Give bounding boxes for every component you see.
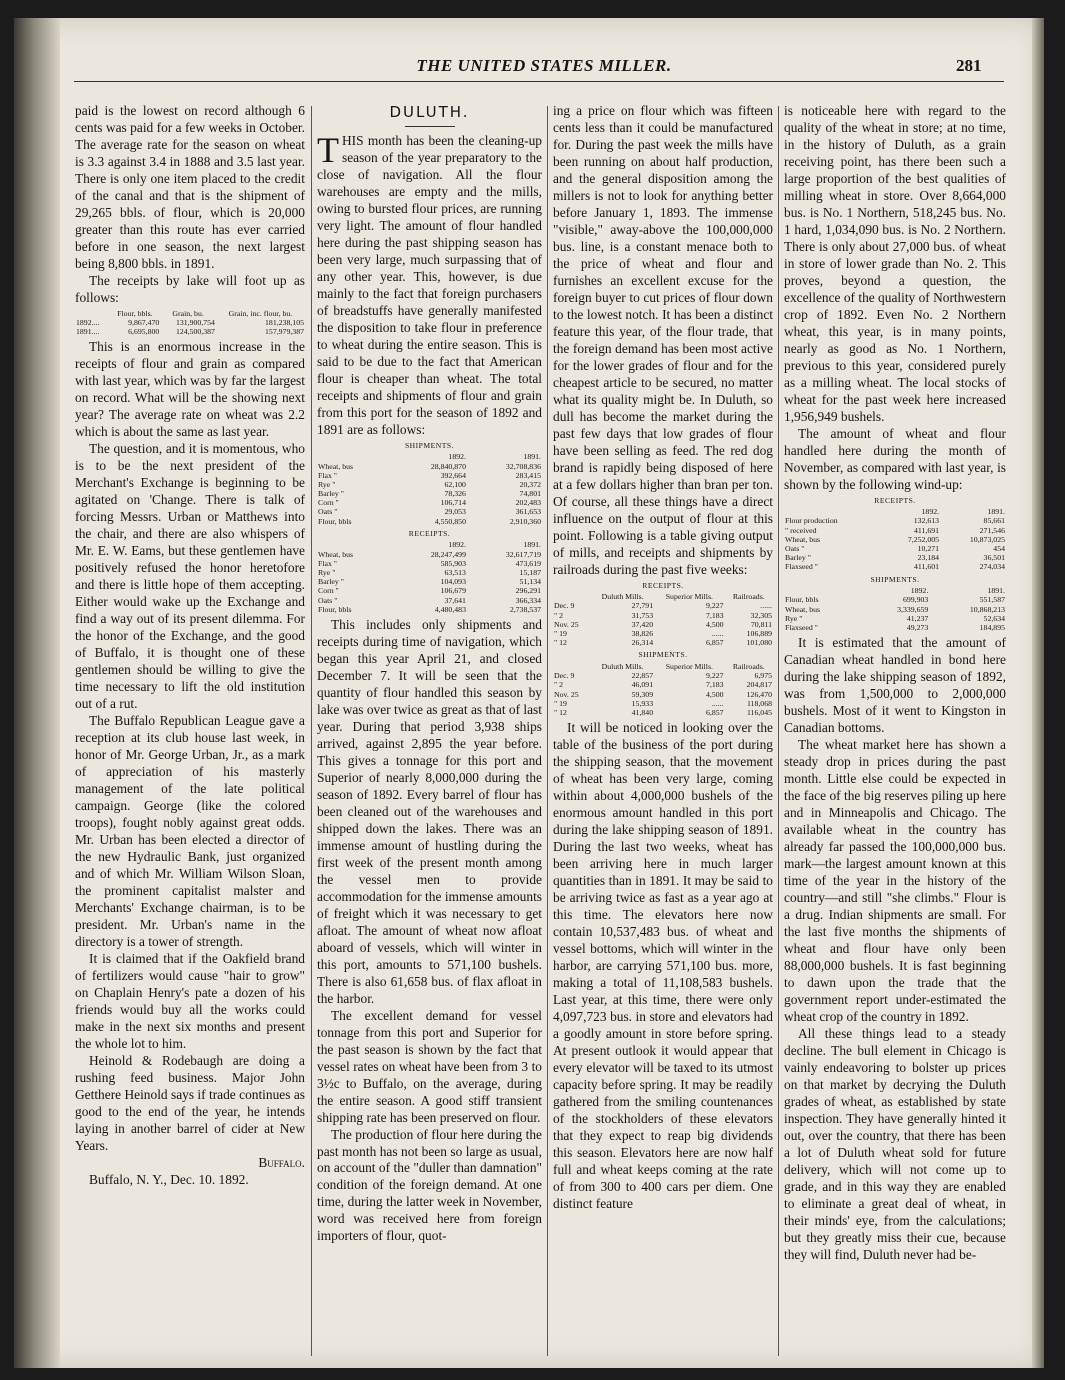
paragraph: The wheat market here has shown a steady drop in prices during the past month. Little else could be expected in the face of the big reserves piling up here and in Minneapolis and Chicago. The available wheat in the country has already far passed the 100,000,000 bus. mark—the largest amount known at this time of the year in the history of the country—and still "she climbs." Flour is a drug. Indian shipments are small. For the last five months the shipments of wheat and flour have only been 88,000,000 bushels. It is fast beginning to dawn upon the trade that the government report under-estimated the wheat crop of the country in 1892.: [784, 737, 1006, 1024]
table-header: Superior Mills.: [665, 661, 713, 671]
table-row: Corn " 106,679 296,291: [318, 586, 541, 596]
table-header: 1891.: [987, 507, 1005, 517]
paragraph: This is an enormous increase in the receipts of flour and grain as compared with last year, which was by far the largest on record. What will be the showing next year? The average rate on wheat was 2.2 which is about the same as last year.: [75, 339, 305, 440]
table-header: 1892.: [921, 507, 940, 517]
title-rule: [405, 126, 455, 127]
paragraph: The question, and it is momentous, who is to be the next president of the Merchant's Exchange is beginning to be agitated on 'Change. There is talk of forcing Messrs. Urban or Matthews into the chair, and there are also whispers of Mr. E. W. Eams, but these gentlemen have positively refused the honor heretofore and there is little hope of them accepting. Either would wake up the Exchange and find a way out of its present dilemma. For the honor of the Exchange, and the good of Buffalo, it is thought one of these gentlemen should be willing to give the time necessary to lift the old institution out of a rut.: [75, 441, 305, 712]
column-divider: [311, 106, 312, 1356]
table-row: " received 411,691 271,546: [785, 525, 1005, 535]
paragraph: It will be noticed in looking over the table of the business of the port during the shipping season, that the movement of wheat has been very large, coming within about 4,000,000 bushels of the enormous amount handled in this port during the lake shipping season of 1891. During the last two weeks, wheat has been arriving here in much larger quantities than in 1891. It may be said to be arriving twice as fast as a year ago at this time. The elevators here now contain 10,537,483 bus. of wheat and vessel bottoms, which will winter in the harbor, are carrying 571,100 bus. more, making a total of 11,108,583 bushels. Last year, at this time, there were only 4,097,723 bus. in store and elevators had a goodly amount in store before spring. At present outlook it would appear that every elevator will be taxed to its utmost capacity before spring. It may be readily gathered from the smiling countenances of the stockholders of these elevators that they expect to reap big dividends this season. Elevators here are now half full and wheat keeps coming at the rate of from 300 to 400 cars per diem. One distinct feature: [553, 720, 773, 1211]
column-duluth-end: [784, 103, 1006, 1264]
table-row: Flour, bbls 4,480,483 2,738,537: [318, 604, 541, 614]
column-divider: [547, 106, 548, 1356]
table-header: 1892.: [448, 540, 466, 550]
binding-gutter: [14, 18, 60, 1368]
newspaper-page: [14, 18, 1044, 1368]
table-row: 1891.... 6,695,800 124,500,387 157,979,387: [76, 327, 304, 337]
table-row: Flaxseed " 411,601 274,034: [785, 562, 1005, 572]
paragraph: THIS month has been the cleaning-up season of the year preparatory to the close of navigation. All the flour warehouses are empty and the mills, owing to bursted flour prices, are running very light. The amount of flour handled here during the past shipping season has been very large, much surpassing that of any other year. This, however, is due mainly to the fact that foreign purchasers of breadstuffs have generally manifested the disposition to take flour in preference to wheat during the entire season. This is said to be due to the fact that American flour is cheaper than wheat. The total receipts and shipments of flour and grain from this port for the season of 1892 and 1891 are as follows:: [317, 130, 542, 437]
paragraph: It is claimed that if the Oakfield brand of fertilizers would cause "hair to grow" on Chaplain Henry's pate a dozen of his friends would buy all the works could make in the next six months and present the whole lot to him.: [75, 950, 305, 1051]
paragraph: This includes only shipments and receipts during time of navigation, which began this year April 21, and closed December 7. It will be seen that the quantity of flour handled this season by lake was over twice as great as that of last year. During that period 3,938 ships arrived, against 2,895 the year before. This gives a tonnage for this port and Superior of nearly 8,000,000 during the season of 1892. Every barrel of flour has been cleaned out of the warehouses and shipped down the lakes. There was an immense amount of hustling during the first week of the present month among the vessel men to provide accommodation for the immense amounts of freight which it was necessary to get afloat. The amount of wheat now afloat aboard of vessels, which will winter in this port, amounts to 571,100 bushels. There is also 61,658 bus. of flax afloat in the harbor.: [317, 616, 542, 1006]
table-row: Oats " 10,271 454: [785, 544, 1005, 554]
table-row: Dec. 9 22,857 9,227 6,975: [554, 671, 772, 681]
table-header: Railroads.: [732, 592, 765, 602]
table-header: 1891.: [523, 452, 541, 462]
paragraph: The Buffalo Republican League gave a reception at its club house last week, in honor of Mr. George Urban, Jr., as a mark of appreciation of his masterly management of the late political campaign. George (like the colored troops), fought nobly against great odds. Mr. Urban has been elected a director of the new Hydraulic Bank, just organized and of which Mr. William Wilson Sloan, the prominent capitalist malster and Merchants' Exchange chairman, is to be president. Mr. Urban's name in the directory is a tower of strength.: [75, 713, 305, 949]
paragraph: The excellent demand for vessel tonnage from this port and Superior for the past season is shown by the fact that vessel rates on wheat have been from 3 to 3½c to Buffalo, on the average, during the entire season. A good stiff transient shipping rate has been preserved on flour.: [317, 1007, 542, 1125]
season-shipments-table: [317, 452, 542, 526]
lake-receipts-table: [75, 309, 305, 337]
table-row: Barley " 78,326 74,801: [318, 489, 541, 499]
table-row: Wheat, bus 28,247,499 32,617,719: [318, 549, 541, 559]
november-shipments-table: [784, 586, 1006, 632]
table-title: SHIPMENTS.: [638, 650, 688, 660]
table-row: Barley " 104,093 51,134: [318, 577, 541, 587]
table-header: Duluth Mills.: [601, 592, 644, 602]
table-row: Nov. 25 59,309 4,500 126,470: [554, 689, 772, 699]
paragraph: ing a price on flour which was fifteen cents less than it could be manufactured for. During the past week the mills have been running on about half production, and the general disposition among the millers is not to look for anything better before January 1, 1893. The immense "visible," away-above the 100,000,000 bus. line, is a constant menace both to the price of wheat and flour and furnishes an excellent excuse for the foreign buyer to cut prices of flour down to the lowest notch. It has been a distinct feature this year, of the flour trade, that the foreign demand has been most active for the lower grades of flour and for the cheapest article to be secured, no matter what its quality might be. In Duluth, so dull has become the market during the past few days that low grades of flour have been selling as feed. The red dog brand is rapidly being disposed of here at a few dollars higher than bran per ton. Of course, all these things have a direct influence on the output of flour at this point. Following is a table giving output of mills, and receipts and shipments by railroads during the past five weeks:: [553, 103, 773, 577]
table-row: Wheat, bus 3,339,659 10,868,213: [785, 604, 1005, 614]
table-row: Flour, bbls 4,550,850 2,910,360: [318, 516, 541, 526]
table-row: Oats " 29,053 361,653: [318, 507, 541, 517]
page-edge: [1032, 18, 1044, 1368]
table-header: Grain, inc. flour, bu.: [228, 308, 293, 318]
season-receipts-table: [317, 540, 542, 614]
column-duluth-continued: [553, 103, 773, 1213]
table-row: Wheat, bus 28,840,870 32,708,836: [318, 461, 541, 471]
paragraph: The receipts by lake will foot up as follows:: [75, 272, 305, 305]
table-row: Corn " 106,714 202,483: [318, 498, 541, 508]
paragraph: It is estimated that the amount of Canadian wheat handled in bond here during the lake shipping season of 1892, was from 1,500,000 to 2,000,000 bushels. Most of it went to Kingston in Canadian bottoms.: [784, 635, 1006, 736]
table-row: Oats " 37,641 366,334: [318, 595, 541, 605]
table-row: Dec. 9 27,791 9,227 ......: [554, 601, 772, 611]
paragraph: The production of flour here during the past month has not been so large as usual, on account of the "duller than damnation" condition of the foreign demand. At one time, during the latter week in November, word was received here from foreign importers of flour, quot-: [317, 1126, 542, 1244]
paragraph: All these things lead to a steady decline. The bull element in Chicago is vainly endeavoring to bolster up prices on that market by decrying the Duluth grades of wheat, as established by state inspection. They have generally hinted it out, over the country, that there has been a lot of Duluth wheat sold for future delivery, which will not come up to grade, and in this way they are enabled to eliminate a great deal of wheat, in their minds' eye, from the calculations; but they greatly miss their cue, because they will find, Duluth never had be-: [784, 1025, 1006, 1262]
paragraph: paid is the lowest on record although 6 cents was paid for a few weeks in October. The average rate for the season on wheat is 3.3 against 3.4 in 1888 and 3.5 last year. There is only one item placed to the credit of the canal and that is the shipment of 29,265 bbls. of flour, which is 20,000 greater than this route has ever carried before in one season, the next largest being 8,800 bbls. in 1891.: [75, 103, 305, 271]
table-header: 1892.: [910, 586, 929, 596]
table-header: 1891.: [987, 586, 1005, 596]
table-title: SHIPMENTS.: [870, 574, 920, 584]
signature: Buffalo.: [258, 1154, 305, 1170]
table-row: Rye " 62,100 20,372: [318, 479, 541, 489]
table-row: Flour production 132,613 85,661: [785, 516, 1005, 526]
table-row: Flour, bbls 699,903 551,587: [785, 595, 1005, 605]
table-row: " 2 46,091 7,183 204,817: [554, 680, 772, 690]
table-header: Duluth Mills.: [601, 661, 644, 671]
table-row: Nov. 25 37,420 4,500 70,811: [554, 619, 772, 629]
table-header: 1891.: [523, 540, 541, 550]
table-row: " 2 31,753 7,183 32,305: [554, 610, 772, 620]
table-row: " 19 15,933 ...... 118,068: [554, 698, 772, 708]
table-header: Superior Mills.: [665, 592, 713, 602]
paragraph: The amount of wheat and flour handled here during the month of November, as compared with last year, is shown by the following wind-up:: [784, 425, 1006, 492]
table-title: RECEIPTS.: [642, 580, 684, 590]
column-divider: [778, 106, 779, 1356]
table-row: Rye " 41,237 52,634: [785, 613, 1005, 623]
table-header: 1892.: [448, 452, 466, 462]
drop-cap: T: [317, 130, 339, 171]
table-row: Wheat, bus 7,252,005 10,873,025: [785, 534, 1005, 544]
table-row: Flaxseed " 49,273 184,895: [785, 622, 1005, 632]
running-head: THE UNITED STATES MILLER.: [416, 56, 672, 75]
weekly-shipments-table: [553, 662, 773, 717]
paragraph: is noticeable here with regard to the quality of the wheat in store; at no time, in the history of Duluth, as a grain receiving point, has there been such a large proportion of the best qualities of milling wheat in store. Over 8,664,000 bus. is No. 1 Northern, 518,245 bus. No. 1 hard, 1,034,090 bus. is No. 2 Northern. There is only about 27,000 bus. of wheat in store of lower grade than No. 2. This proves, beyond a question, the excellence of the quality of Northwestern crop of 1892. Even No. 2 Northern wheat, this year, is in many points, nearly as good as No. 1 Northern, previous to this year, considered purely as a milling wheat. The local stocks of wheat for the past week here increased 1,956,949 bushels.: [784, 103, 1006, 424]
paragraph: Heinold & Rodebaugh are doing a rushing feed business. Major John Getthere Heinold says if trade continues as good to the end of the year, he intends laying in another barrel of cider at New Years.: [75, 1052, 305, 1153]
table-title: RECEIPTS.: [874, 495, 916, 505]
page-number: 281: [956, 56, 982, 75]
weekly-receipts-table: [553, 592, 773, 647]
column-buffalo: [75, 103, 305, 1189]
table-row: Flax " 585,903 473,619: [318, 558, 541, 568]
table-row: Barley " 23,184 36,501: [785, 553, 1005, 563]
november-receipts-table: [784, 507, 1006, 571]
section-title: DULUTH.: [389, 103, 470, 121]
table-row: " 12 41,840 6,857 116,045: [554, 707, 772, 717]
table-row: " 19 38,826 ...... 106,889: [554, 628, 772, 638]
table-row: Rye " 63,513 15,187: [318, 568, 541, 578]
table-title: SHIPMENTS.: [404, 440, 455, 450]
table-row: " 12 26,314 6,857 101,080: [554, 638, 772, 648]
column-duluth: [317, 103, 542, 1245]
dateline: Buffalo, N. Y., Dec. 10. 1892.: [89, 1171, 249, 1187]
table-header: Railroads.: [732, 661, 765, 671]
header-rule: [74, 81, 1004, 82]
table-title: RECEIPTS.: [408, 528, 451, 538]
table-header: Flour, bbls.: [117, 308, 153, 318]
table-row: 1892.... 9,867,470 131,900,754 181,238,105: [76, 318, 304, 327]
table-header: Grain, bu.: [172, 308, 204, 318]
table-row: Flax " 392,664 283,415: [318, 470, 541, 480]
